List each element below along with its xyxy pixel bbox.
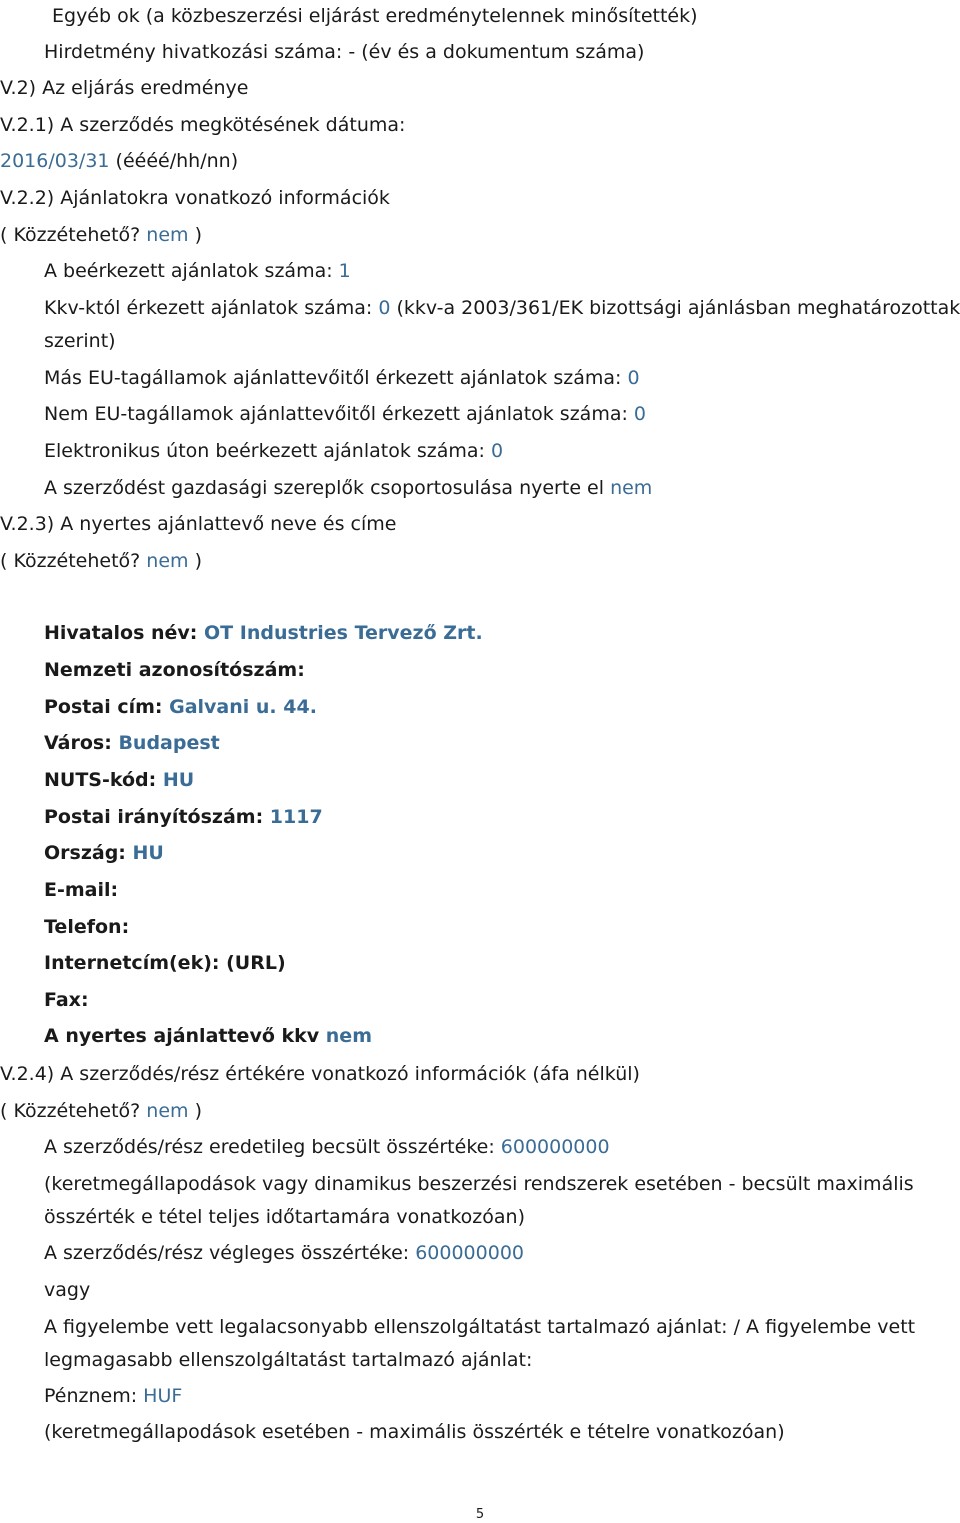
winner-national-id-line: Nemzeti azonosítószám: <box>44 659 305 681</box>
electronic-bids-line: Elektronikus úton beérkezett ajánlatok száma: 0 <box>44 440 504 462</box>
reason-line: Egyéb ok (a közbeszerzési eljárást eredménytelennek minősítették) <box>52 5 698 27</box>
winner-zip-line: Postai irányítószám: 1117 <box>44 806 323 828</box>
eu-bids-line: Más EU-tagállamok ajánlattevőitől érkezett ajánlatok száma: 0 <box>44 367 640 389</box>
estimated-value-line: A szerződés/rész eredetileg becsült összértéke: 600000000 <box>44 1136 610 1158</box>
or-line: vagy <box>44 1279 91 1301</box>
section-v24-heading: V.2.4) A szerződés/rész értékére vonatkozó információk (áfa nélkül) <box>0 1063 640 1085</box>
estimated-value-note-2: összérték e tétel teljes időtartamára vonatkozóan) <box>44 1206 525 1228</box>
contract-date-line <box>0 149 238 173</box>
sme-bids-note: szerint) <box>44 330 116 352</box>
estimated-value-note-1: (keretmegállapodások vagy dinamikus beszerzési rendszerek esetében - becsült maximális <box>44 1173 914 1195</box>
winner-phone-line: Telefon: <box>44 916 130 938</box>
bid-range-line-2: legmagasabb ellenszolgáltatást tartalmazó ajánlat: <box>44 1349 533 1371</box>
framework-note-line: (keretmegállapodások esetében - maximális összérték e tételre vonatkozóan) <box>44 1421 785 1443</box>
notice-ref-line: Hirdetmény hivatkozási száma: - (év és a dokumentum száma) <box>44 41 645 63</box>
group-award-line: A szerződést gazdasági szereplők csoportosulása nyerte el nem <box>44 477 653 499</box>
section-v22-heading: V.2.2) Ajánlatokra vonatkozó információk <box>0 187 390 209</box>
publishable-line-2: ( Közzétehető? nem ) <box>0 550 202 572</box>
winner-url-line: Internetcím(ek): (URL) <box>44 952 286 974</box>
sme-bids-line: Kkv-któl érkezett ajánlatok száma: 0 (kkv-a 2003/361/EK bizottsági ajánlásban meghatározottak <box>44 297 960 319</box>
noneu-bids-line: Nem EU-tagállamok ajánlattevőitől érkezett ajánlatok száma: 0 <box>44 403 647 425</box>
winner-email-line: E-mail: <box>44 879 119 901</box>
publishable-line-1: ( Közzétehető? nem ) <box>0 224 202 246</box>
contract-date-value: 2016/03/31 <box>0 150 110 172</box>
bid-range-line-1: A figyelembe vett legalacsonyabb ellenszolgáltatást tartalmazó ajánlat: / A figyelembe vett <box>44 1316 916 1338</box>
bids-received-line: A beérkezett ajánlatok száma: 1 <box>44 260 351 282</box>
final-value-line: A szerződés/rész végleges összértéke: 600000000 <box>44 1242 524 1264</box>
page-number: 5 <box>475 1507 485 1522</box>
winner-city-line: Város: Budapest <box>44 732 220 754</box>
section-v23-heading: V.2.3) A nyertes ajánlattevő neve és címe <box>0 513 397 535</box>
section-v2-heading: V.2) Az eljárás eredménye <box>0 77 249 99</box>
winner-fax-line: Fax: <box>44 989 89 1011</box>
section-v21-heading: V.2.1) A szerződés megkötésének dátuma: <box>0 114 406 136</box>
winner-name-line: Hivatalos név: OT Industries Tervező Zrt. <box>44 622 483 644</box>
currency-line: Pénznem: HUF <box>44 1385 183 1407</box>
winner-country-line: Ország: HU <box>44 842 164 864</box>
publishable-line-3: ( Közzétehető? nem ) <box>0 1100 202 1122</box>
date-format: (éééé/hh/nn) <box>109 150 239 172</box>
winner-address-line: Postai cím: Galvani u. 44. <box>44 696 317 718</box>
winner-nuts-line: NUTS-kód: HU <box>44 769 195 791</box>
winner-sme-line: A nyertes ajánlattevő kkv nem <box>44 1025 372 1047</box>
